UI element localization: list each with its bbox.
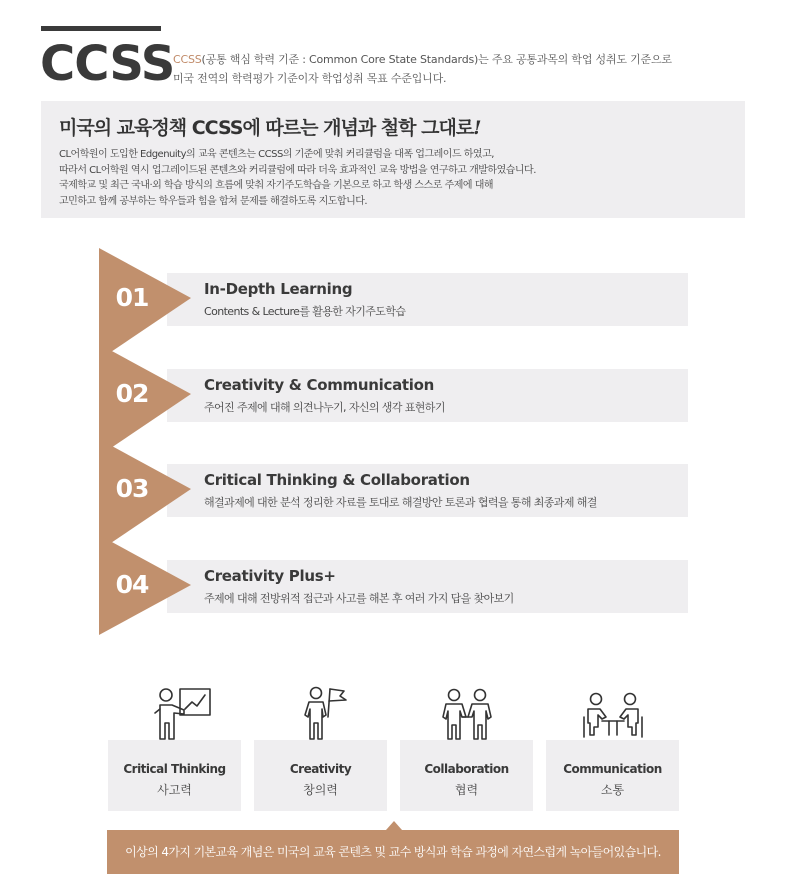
presentation-board-icon	[108, 683, 241, 743]
pillar-title: Critical Thinking	[123, 762, 226, 776]
person-flag-icon	[254, 683, 387, 743]
step-description: 주어진 주제에 대해 의견나누기, 자신의 생각 표현하기	[204, 401, 445, 414]
pillar-subtitle: 사고력	[157, 783, 192, 797]
ccss-logo: CCSS	[40, 36, 175, 92]
philosophy-box	[41, 101, 745, 218]
step-title: Creativity & Communication	[204, 376, 434, 394]
pillar-title: Creativity	[289, 762, 352, 776]
step-number: 01	[115, 283, 149, 312]
step-description: 해결과제에 대한 분석 정리한 자료를 토대로 해결방안 토론과 협력을 통해 최종과제 해결	[204, 496, 597, 509]
philosophy-title-mark: !	[473, 117, 481, 139]
pillar-card	[108, 740, 241, 811]
pillar-card	[400, 740, 533, 811]
pillar-title: Communication	[563, 762, 662, 776]
summary-banner: 이상의 4가지 기본교육 개념은 미국의 교육 콘텐츠 및 교수 방식과 학습 과정에 자연스럽게 녹아들어있습니다.	[107, 830, 679, 874]
pillar-title: Collaboration	[424, 762, 509, 776]
philosophy-line: 따라서 CL어학원 역시 업그레이드된 콘텐츠와 커리큘럼에 따라 더욱 효과적인 교육 방법을 연구하고 개발하였습니다.	[59, 164, 536, 176]
step-description: 주제에 대해 전방위적 접근과 사고를 해본 후 여러 가지 답을 찾아보기	[204, 592, 514, 605]
pillar-card	[546, 740, 679, 811]
pillar-subtitle: 창의력	[303, 783, 338, 797]
header-rule	[41, 26, 161, 31]
intro-text	[173, 50, 672, 88]
philosophy-title: 미국의 교육정책 CCSS에 따르는 개념과 철학 그대로!	[59, 117, 481, 139]
step-title: Creativity Plus+	[204, 567, 336, 585]
intro-line1: (공통 핵심 학력 기준 : Common Core State Standards)는 주요 공통과목의 학업 성취도 기준으로	[201, 53, 672, 66]
step-number: 02	[115, 379, 149, 408]
step-description: Contents & Lecture를 활용한 자기주도학습	[204, 305, 406, 318]
philosophy-line: CL어학원이 도입한 Edgenuity의 교육 콘텐츠는 CCSS의 기준에 맞춰 커리큘럼을 대폭 업그레이드 하였고,	[59, 149, 494, 160]
two-people-talking-at-table-icon	[546, 683, 679, 743]
philosophy-line: 고민하고 함께 공부하는 학우들과 힘을 합쳐 문제를 해결하도록 지도합니다.	[59, 195, 368, 207]
step-number: 03	[115, 474, 149, 503]
philosophy-line: 국제학교 및 최근 국내·외 학습 방식의 흐름에 맞춰 자기주도학습을 기본으로 하고 학생 스스로 주제에 대해	[59, 180, 494, 191]
pillar-card	[254, 740, 387, 811]
step-item	[99, 535, 699, 647]
two-people-holding-hands-icon	[400, 683, 533, 743]
step-title: In-Depth Learning	[204, 280, 353, 298]
step-title: Critical Thinking & Collaboration	[204, 471, 470, 489]
philosophy-text	[59, 147, 745, 209]
pillar-subtitle: 협력	[454, 783, 479, 797]
step-number: 04	[115, 570, 149, 599]
banner-pointer	[386, 821, 402, 830]
pillar-subtitle: 소통	[600, 783, 625, 797]
intro-accent: CCSS	[173, 53, 202, 66]
intro-line2: 미국 전역의 학력평가 기준이자 학업성취 목표 수준입니다.	[173, 72, 447, 85]
